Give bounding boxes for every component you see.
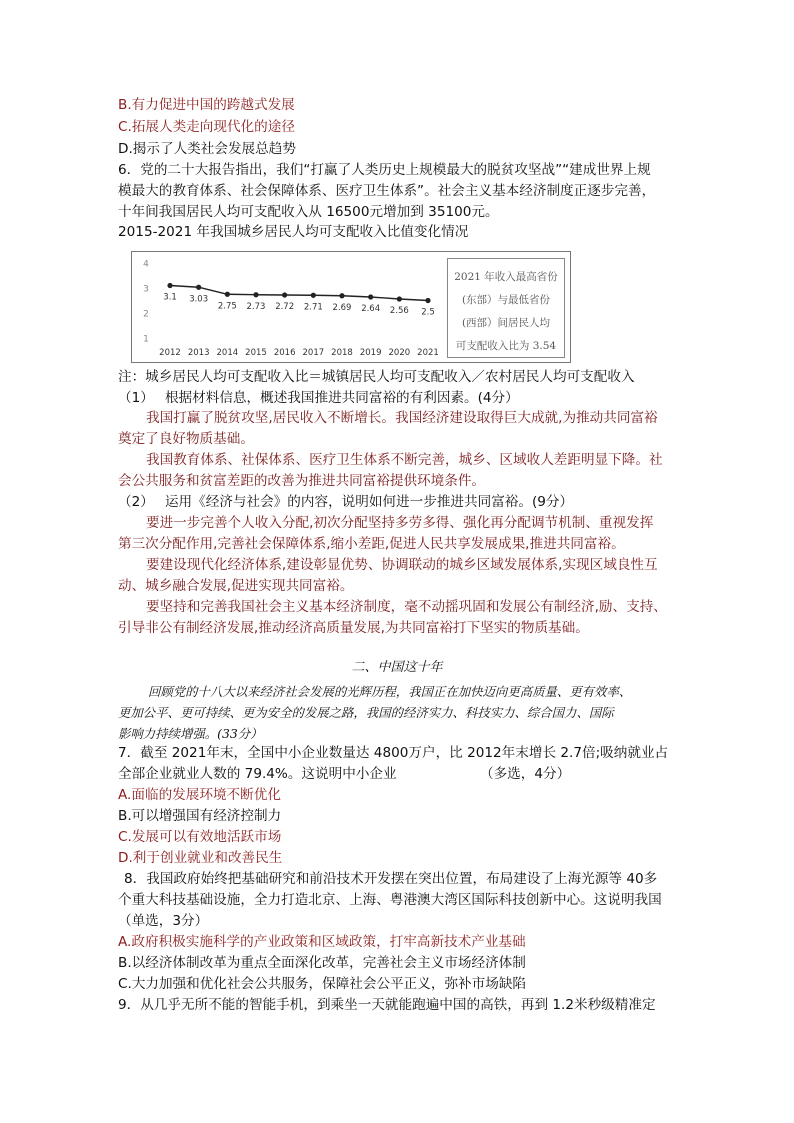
chart-title: 2015-2021 年我国城乡居民人均可支配收入比值变化情况 xyxy=(118,224,469,240)
section-intro-line-1: 回顾党的十八大以来经济社会发展的光辉历程，我国正在加快迈向更高质量、更有效率、 xyxy=(148,684,632,699)
data-label: 2.71 xyxy=(303,302,323,313)
q7-question-type: （多选，4分） xyxy=(480,766,571,782)
x-tick-label: 2018 xyxy=(331,348,353,358)
section-intro-line-3: 影响力持续增强。(33分） xyxy=(118,726,263,741)
answer-1-line-2: 奠定了良好物质基础。 xyxy=(118,431,254,447)
note-line-3: (西部）间居民人均 xyxy=(461,317,551,329)
data-point xyxy=(339,293,344,298)
data-point xyxy=(253,292,258,297)
q8-stem-line-1: 8．我国政府始终把基础研究和前沿技术开发摆在突出位置，布局建设了上海光源等 40多 xyxy=(124,871,658,887)
q7-option-b: B.可以增强国有经济控制力 xyxy=(118,808,282,824)
q8-option-c: C.大力加强和优化社会公共服务，保障社会公平正义，弥补市场缺陷 xyxy=(118,976,527,992)
data-label: 2.5 xyxy=(421,307,435,318)
note-line-4: 可支配收入比为 3.54 xyxy=(455,340,557,352)
q8-stem-line-2: 个重大科技基础设施，全力打造北京、上海、粤港澳大湾区国际科技创新中心。这说明我国 xyxy=(118,892,662,908)
data-point xyxy=(225,292,230,297)
data-point xyxy=(196,285,201,290)
x-tick-label: 2014 xyxy=(216,348,239,358)
answer-2-line-5: 要坚持和完善我国社会主义基本经济制度，毫不动摇巩固和发展公有制经济,励、支持、 xyxy=(146,599,667,615)
section-title: 二、中国这十年 xyxy=(351,660,443,675)
data-point xyxy=(425,298,430,303)
data-point xyxy=(397,296,402,301)
x-tick-label: 2017 xyxy=(302,348,325,358)
q7-option-c: C.发展可以有效地活跃市场 xyxy=(118,829,282,845)
q6-stem-line-1: 6．党的二十大报告指出，我们“打赢了人类历史上规模最大的脱贫攻坚战”“建成世界上规 xyxy=(118,162,651,178)
q5-option-c: C.拓展人类走向现代化的途径 xyxy=(118,119,295,135)
y-tick-label: 4 xyxy=(143,259,149,270)
q7-option-a: A.面临的发展环境不断优化 xyxy=(118,787,281,803)
data-point xyxy=(368,294,373,299)
chart-footnote: 注：城乡居民人均可支配收入比＝城镇居民人均可支配收入／农村居民人均可支配收入 xyxy=(118,369,635,385)
answer-1-line-4: 会公共服务和贫富差距的改善为推进共同富裕提供环境条件。 xyxy=(118,473,486,489)
data-point xyxy=(167,283,172,288)
x-tick-label: 2015 xyxy=(245,348,267,358)
q7-stem-line-1: 7．截至 2021年末，全国中小企业数量达 4800万户，比 2012年末增长 2.7倍;吸纳就业占 xyxy=(118,745,669,761)
q7-stem-line-2: 全部企业就业人数的 79.4%。这说明中小企业 xyxy=(118,766,397,782)
x-tick-label: 2019 xyxy=(359,348,382,358)
x-tick-label: 2020 xyxy=(388,348,411,358)
data-label: 2.73 xyxy=(246,301,266,312)
q6-stem-line-3: 十年间我国居民人均可支配收入从 16500元增加到 35100元。 xyxy=(118,204,499,220)
section-intro-line-2: 更加公平、更可持续、更为安全的发展之路，我国的经济实力、科技实力、综合国力、国际 xyxy=(118,705,614,720)
answer-1-line-3: 我国教育体系、社保体系、医疗卫生体系不断完善，城乡、区域收人差距明显下降。社 xyxy=(146,452,663,468)
data-point xyxy=(282,292,287,297)
data-label: 3.1 xyxy=(163,292,177,303)
data-label: 2.72 xyxy=(275,302,295,312)
q5-option-d: D.揭示了人类社会发展总趋势 xyxy=(118,141,296,157)
data-label: 2.64 xyxy=(361,304,381,314)
q8-option-a: A.政府积极实施科学的产业政策和区域政策，打牢高新技术产业基础 xyxy=(118,934,526,950)
series-line xyxy=(170,286,428,301)
data-point xyxy=(311,293,316,298)
q6-subquestion-2: （2） 运用《经济与社会》的内容，说明如何进一步推进共同富裕。(9分） xyxy=(118,494,574,510)
data-label: 2.75 xyxy=(217,301,237,312)
x-tick-label: 2012 xyxy=(159,348,181,358)
x-tick-label: 2016 xyxy=(273,348,296,358)
q8-stem-line-3: （单选，3分） xyxy=(118,913,209,929)
y-tick-label: 1 xyxy=(143,334,149,345)
answer-2-line-4: 动、城乡融合发展,促进实现共同富裕。 xyxy=(118,578,354,594)
answer-2-line-3: 要建设现代化经济体系,建设彰显优势、协调联动的城乡区域发展体系,实现区域良性互 xyxy=(146,557,658,573)
y-tick-label: 3 xyxy=(143,284,149,295)
x-tick-label: 2021 xyxy=(417,348,439,358)
data-label: 3.03 xyxy=(189,294,209,305)
answer-1-line-1: 我国打赢了脱贫攻坚,居民收入不断增长。我国经济建设取得巨大成就,为推动共同富裕 xyxy=(146,410,658,426)
answer-2-line-6: 引导非公有制经济发展,推动经济高质量发展,为共同富裕打下坚实的物质基础。 xyxy=(118,620,589,636)
q6-subquestion-1: （1） 根据材料信息，概述我国推进共同富裕的有利因素。(4分） xyxy=(118,390,519,406)
data-label: 2.69 xyxy=(332,302,352,313)
x-tick-label: 2013 xyxy=(187,348,210,358)
note-line-1: 2021 年收入最高省份 xyxy=(454,271,558,283)
q9-stem-line-1: 9．从几乎无所不能的智能手机，到乘坐一天就能跑遍中国的高铁，再到 1.2米秒级精准定 xyxy=(118,997,656,1013)
q6-stem-line-2: 模最大的教育体系、社会保障体系、医疗卫生体系”。社会主义基本经济制度正逐步完善， xyxy=(118,183,656,199)
q7-option-d: D.利于创业就业和改善民生 xyxy=(118,850,283,866)
q8-option-b: B.以经济体制改革为重点全面深化改革，完善社会主义市场经济体制 xyxy=(118,955,526,971)
answer-2-line-1: 要进一步完善个人收入分配,初次分配坚持多劳多得、强化再分配调节机制、重视发挥 xyxy=(146,515,654,531)
note-line-2: (东部）与最低省份 xyxy=(461,294,551,306)
q5-option-b: B.有力促进中国的跨越式发展 xyxy=(118,97,295,113)
chart-note-box xyxy=(447,258,565,358)
answer-2-line-2: 第三次分配作用,完善社会保障体系,缩小差距,促进人民共享发展成果,推进共同富裕。 xyxy=(118,536,625,552)
y-tick-label: 2 xyxy=(143,309,149,320)
data-label: 2.56 xyxy=(389,306,409,316)
